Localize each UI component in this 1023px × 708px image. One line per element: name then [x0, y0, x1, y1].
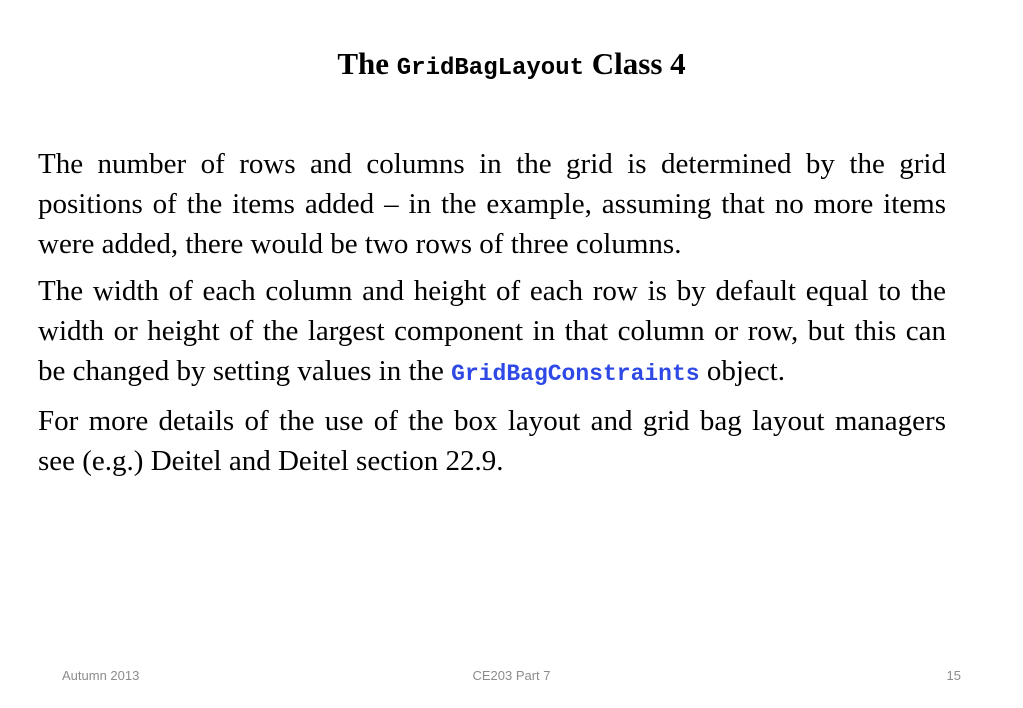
- constraints-class-name: GridBagConstraints: [451, 361, 700, 387]
- slide-title: [0, 44, 1023, 89]
- paragraph-grid-size: The number of rows and columns in the grid is determined by the grid positions of the items added – in the example, assuming that no more items were added, there would be two rows of three columns.: [38, 148, 946, 260]
- footer-date: Autumn 2013: [62, 668, 140, 683]
- title-suffix: Class 4: [584, 46, 686, 81]
- footer-page-number: 15: [946, 668, 961, 683]
- paragraph-more-details: For more details of the use of the box layout and grid bag layout managers see (e.g.) Deitel and Deitel section 22.9.: [38, 405, 946, 477]
- paragraph-column-width-text: The width of each column and height of each row is by default equal to the width or height of the largest component in that column or row, but this can be changed by setting values in the: [38, 275, 946, 387]
- slide-body: [38, 144, 946, 488]
- footer-course: CE203 Part 7: [472, 668, 551, 683]
- paragraph-column-width: [38, 271, 946, 394]
- title-prefix: The: [337, 46, 397, 81]
- paragraph-column-width-end: object.: [699, 355, 785, 387]
- title-class-name: GridBagLayout: [396, 55, 585, 82]
